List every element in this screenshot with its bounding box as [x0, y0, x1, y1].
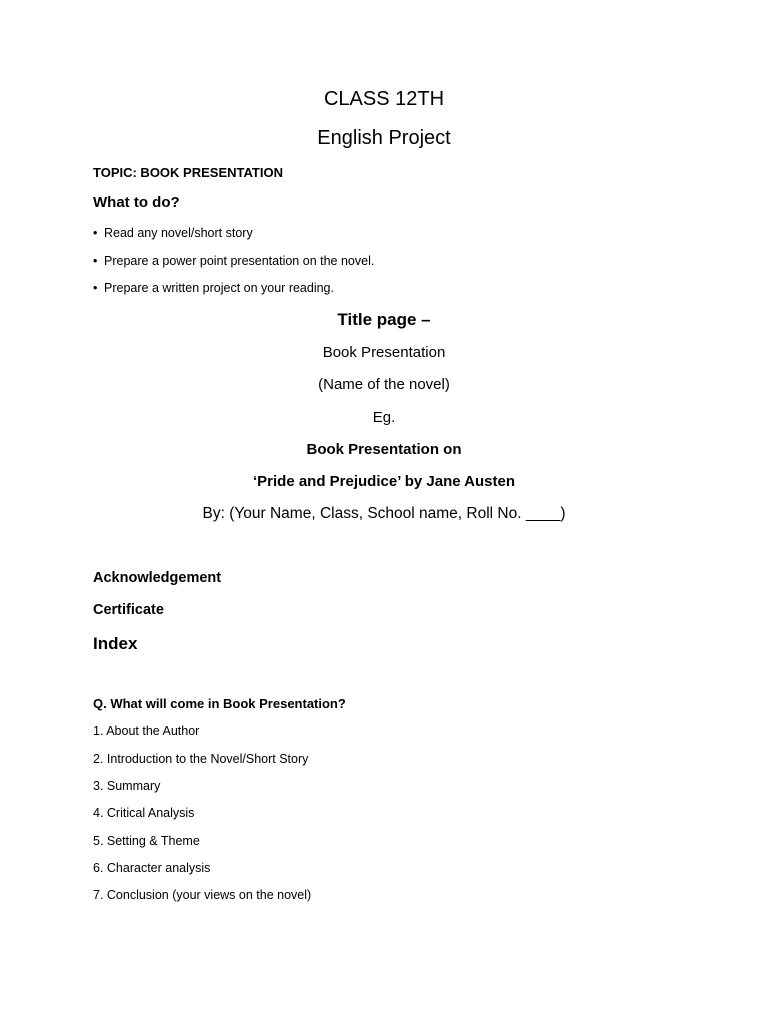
- bullet-icon: •: [93, 226, 98, 240]
- list-item: 1. About the Author: [93, 724, 200, 738]
- bullet-text: Prepare a power point presentation on the novel.: [104, 254, 375, 268]
- bullet-item: [93, 254, 374, 268]
- title-page-line: Book Presentation: [322, 344, 446, 361]
- bullet-icon: •: [93, 254, 98, 268]
- list-item: 7. Conclusion (your views on the novel): [93, 888, 312, 902]
- bullet-icon: •: [93, 281, 98, 295]
- class-heading: CLASS 12TH: [323, 88, 445, 110]
- project-heading: English Project: [317, 127, 451, 149]
- acknowledgement-heading: Acknowledgement: [93, 570, 222, 586]
- bullet-item: [93, 226, 253, 240]
- bullet-text: Prepare a written project on your reading.: [104, 281, 334, 295]
- example-novel-title: ‘Pride and Prejudice’ by Jane Austen: [252, 473, 516, 490]
- list-item: 4. Critical Analysis: [93, 806, 195, 820]
- bullet-text: Read any novel/short story: [104, 226, 253, 240]
- title-page-novel-placeholder: (Name of the novel): [318, 376, 450, 393]
- presentation-question: Q. What will come in Book Presentation?: [93, 696, 346, 711]
- bullet-item: [93, 281, 334, 295]
- list-item: 5. Setting & Theme: [93, 834, 200, 848]
- index-heading: Index: [93, 634, 138, 653]
- what-to-do-heading: What to do?: [93, 194, 180, 211]
- list-item: 6. Character analysis: [93, 861, 211, 875]
- list-item: 3. Summary: [93, 779, 161, 793]
- example-label: Eg.: [372, 409, 396, 426]
- list-item: 2. Introduction to the Novel/Short Story: [93, 752, 309, 766]
- example-line: Book Presentation on: [306, 441, 462, 458]
- title-page-heading: Title page –: [337, 310, 431, 329]
- certificate-heading: Certificate: [93, 602, 164, 618]
- by-line: By: (Your Name, Class, School name, Roll No. ____): [202, 505, 566, 522]
- topic-line: TOPIC: BOOK PRESENTATION: [93, 165, 283, 180]
